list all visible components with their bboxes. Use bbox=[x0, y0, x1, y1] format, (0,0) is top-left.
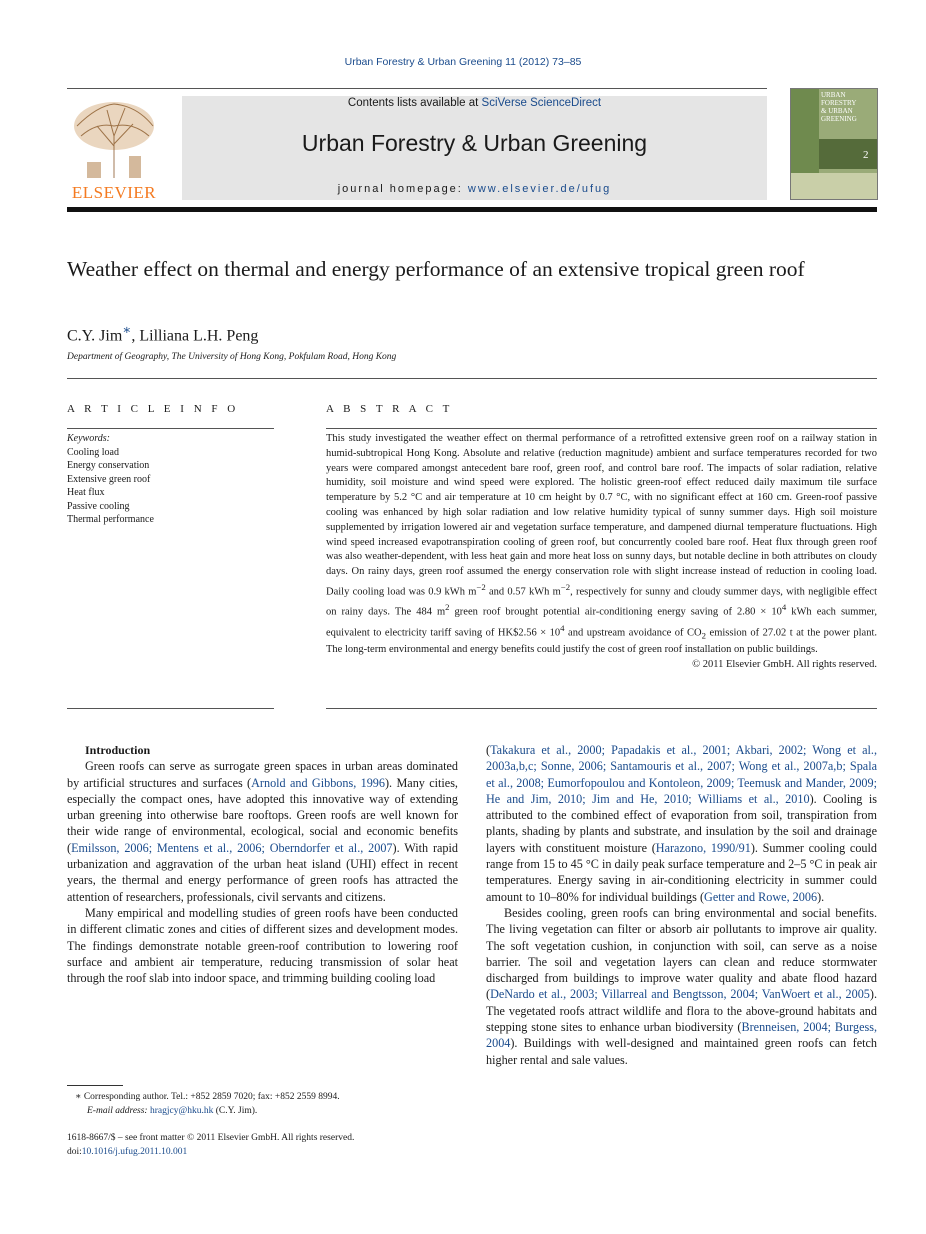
abstract-heading: A B S T R A C T bbox=[326, 403, 453, 415]
abstract-segment: , respectively for sunny and cloudy summer days, with negligible effect on rainy days. The 484 m bbox=[326, 586, 878, 618]
email-link[interactable]: hragjcy@hku.hk bbox=[149, 1106, 214, 1116]
text-segment: Green roofs can serve as surrogate green spaces in urban areas dominated by artificial structures and surfaces ( bbox=[67, 759, 458, 790]
issn-line: 1618-8667/$ – see front matter © 2011 Elsevier GmbH. All rights reserved. bbox=[67, 1133, 355, 1143]
text-segment: Besides cooling, green roofs can bring environmental and social benefits. The living vegetation can filter or absorb air pollutants to improve air quality. The soft vegetation cushion, in conjunction with soil, can serve as a noise barrier. The soil and vegetation layers can clean and reduce stormwater discharged from buildings to improve water quality and abate flood hazard ( bbox=[486, 905, 877, 1002]
header-bottom-rule bbox=[67, 207, 877, 212]
text-segment: ). The vegetated roofs attract wildlife and flora to the above-ground habitats and stepping stone sites to enhance urban biodiversity ( bbox=[486, 987, 877, 1035]
article-info-rule bbox=[67, 428, 274, 429]
abstract-body bbox=[326, 432, 877, 658]
body-paragraph bbox=[486, 742, 877, 905]
text-segment: ( bbox=[486, 743, 491, 757]
homepage-prefix: journal homepage: bbox=[337, 183, 468, 195]
journal-cover-thumbnail[interactable] bbox=[790, 88, 878, 200]
author-separator: , bbox=[131, 327, 140, 345]
abstract-segment: kWh each summer, equivalent to electricity tariff saving of HK$2.56 × 10 bbox=[326, 606, 877, 639]
abstract-text bbox=[326, 432, 877, 673]
citation-link[interactable]: Getter and Rowe, 2006 bbox=[704, 889, 818, 904]
journal-title: Urban Forestry & Urban Greening bbox=[301, 130, 648, 156]
footnote bbox=[67, 1090, 458, 1118]
abstract-superscript: −2 bbox=[476, 581, 486, 592]
affiliation: Department of Geography, The University of Hong Kong, Pokfulam Road, Hong Kong bbox=[67, 352, 397, 362]
doi-link[interactable]: 10.1016/j.ufug.2011.10.001 bbox=[81, 1147, 188, 1157]
keyword-item: Passive cooling bbox=[67, 500, 130, 512]
cover-title-line: FORESTRY bbox=[821, 99, 857, 107]
keyword-item: Extensive green roof bbox=[67, 473, 151, 485]
cover-title bbox=[821, 91, 857, 123]
article-info-heading: A R T I C L E I N F O bbox=[67, 403, 239, 415]
abstract-segment: and upstream avoidance of CO bbox=[564, 627, 702, 639]
keyword-item: Heat flux bbox=[67, 487, 105, 498]
abstract-subscript: 2 bbox=[701, 630, 707, 641]
abstract-superscript: 4 bbox=[560, 622, 565, 633]
authors bbox=[67, 322, 258, 345]
front-matter-note bbox=[67, 1131, 458, 1159]
abstract-bottom-rule bbox=[326, 708, 877, 709]
keyword-item: Energy conservation bbox=[67, 460, 150, 471]
keyword-item: Thermal performance bbox=[67, 514, 154, 525]
footnote-text: Corresponding author. Tel.: +852 2859 7020; fax: +852 2559 8994. bbox=[81, 1092, 340, 1102]
text-segment: ). Buildings with well-designed and maintained green roofs can fetch higher rental and sale values. bbox=[486, 1036, 877, 1067]
contents-prefix: Contents lists available at bbox=[347, 97, 482, 109]
corresponding-author-note bbox=[67, 1090, 458, 1104]
text-segment: ). Summer cooling could range from 15 to 45 °C in daily peak surface temperature and 2–5 °C in peak air temperatures. Energy saving in air-conditioning electricity in summer could amount to 10–80% for individual buildings ( bbox=[486, 840, 877, 904]
elsevier-logo[interactable] bbox=[67, 96, 161, 200]
body-paragraph: Many empirical and modelling studies of green roofs have been conducted in different climatic zones and cities of different sizes and development modes. The findings demonstrate notable green-roof contribution to lowering roof surface and ambient air temperature, reducing transmission of solar heat through the roof slab into indoor space, and trimming building cooling load bbox=[67, 905, 458, 986]
text-segment: ). Many cities, especially the compact ones, have adopted this innovative way of extending urban greening into otherwise bare rooftops. Green roofs are well known for their wide range of environmental, ecological, social and economic benefits ( bbox=[67, 775, 458, 855]
keywords-label: Keywords: bbox=[67, 433, 110, 444]
article-info-bottom-rule bbox=[67, 708, 274, 709]
sciencedirect-link[interactable]: SciVerse ScienceDirect bbox=[481, 97, 602, 109]
text-segment: ). Cooling is attributed to the combined effect of evaporation from soil, transpiration from plants, shading by plants and substrate, and insulation by the soil and drainage layers with constituent moisture ( bbox=[486, 791, 877, 855]
journal-homepage bbox=[182, 183, 767, 195]
abstract-copyright: © 2011 Elsevier GmbH. All rights reserved. bbox=[692, 658, 877, 670]
body-right-column bbox=[486, 742, 877, 1068]
cover-title-line: URBAN bbox=[821, 91, 846, 99]
abstract-segment: and 0.57 kWh m bbox=[485, 586, 561, 598]
header-top-rule bbox=[67, 88, 767, 89]
citation-link[interactable]: Brenneisen, 2004; Burgess, 2004 bbox=[486, 1020, 878, 1051]
footnote-rule bbox=[67, 1085, 123, 1086]
email-suffix: (C.Y. Jim). bbox=[213, 1106, 258, 1116]
elsevier-tree-icon bbox=[67, 96, 161, 180]
email-note bbox=[67, 1104, 458, 1118]
journal-reference[interactable]: Urban Forestry & Urban Greening 11 (2012) 73–85 bbox=[344, 56, 582, 68]
body-paragraph bbox=[67, 758, 458, 905]
cover-title-line: GREENING bbox=[821, 115, 857, 123]
abstract-rule bbox=[326, 428, 877, 429]
elsevier-wordmark: ELSEVIER bbox=[71, 183, 157, 202]
citation-link[interactable]: Arnold and Gibbons, 1996 bbox=[251, 775, 385, 790]
footnote-mark: ∗ bbox=[75, 1092, 82, 1102]
homepage-link[interactable]: www.elsevier.de/ufug bbox=[467, 183, 612, 195]
body-paragraph bbox=[486, 905, 877, 1068]
abstract-segment: This study investigated the weather effect on thermal performance of a retrofitted extensive green roof on a railway station in humid-subtropical Hong Kong. Absolute and relative (reduction magnitude) ambient and surface temperatures recorded for two years were compared amongst antecedent bare roof, green roof, and control bare roof. The impacts of solar radiation, relative humidity, soil moisture and wind speed were explored. The holistic green-roof effect reduced daily maximum tile surface temperature by 5.2 °C and air temperature at 10 cm height by 0.7 °C, with no significant effect at 160 cm. Green-roof passive cooling was enhanced by high solar radiation and low relative humidity typical of sunny summer days. High soil moisture supplemented by irrigation lowered air and vegetation surface temperature, and dampened diurnal temperature fluctuations. High wind speed increased evapotranspiration cooling of green roof, but concurrently cooled bare roof. Heat flux through green roof was also weather-dependent, with less heat gain and more heat loss on sunny days, but notable decline in both attributes on cloudy days. On rainy days, green roof assumed the energy conservation role with slight increase instead of reduction in cooling load. Daily cooling load was 0.9 kWh m bbox=[326, 433, 877, 598]
keywords-block bbox=[67, 432, 274, 527]
article-title: Weather effect on thermal and energy performance of an extensive tropical green roof bbox=[67, 257, 805, 281]
cover-issue-number: 2 bbox=[863, 149, 869, 161]
citation-link[interactable]: DeNardo et al., 2003; Villarreal and Bengtsson, 2004; VanWoert et al., 2005 bbox=[490, 987, 870, 1002]
doi-label: doi: bbox=[67, 1147, 82, 1157]
abstract-segment: emission of 27.02 t at the power plant. The long-term environmental and energy benefits could justify the cost of green roof installation on public buildings. bbox=[326, 627, 878, 655]
citation-link[interactable]: Harazono, 1990/91 bbox=[655, 840, 751, 855]
body-left-column bbox=[67, 742, 458, 986]
title-rule bbox=[67, 378, 877, 379]
cover-title-line: & URBAN bbox=[821, 107, 853, 115]
doi-line bbox=[67, 1145, 458, 1159]
abstract-superscript: −2 bbox=[560, 581, 571, 592]
abstract-superscript: 2 bbox=[445, 602, 450, 613]
corresponding-author-mark[interactable]: ∗ bbox=[122, 322, 132, 337]
abstract-segment: green roof brought potential air-conditioning energy saving of 2.80 × 10 bbox=[449, 606, 782, 618]
keyword-item: Cooling load bbox=[67, 446, 119, 458]
citation-link[interactable]: Takakura et al., 2000; Papadakis et al., 2001; Akbari, 2002; Wong et al., 2003a,b,c; Sonne, 2006; Santamouris et al., 2007; Wong et al., 2007a,b; Spala et al., 2008; Eumorfopoulou and Kontoleon, 2009; Teemusk and Mander, 2009; He and Jim, 2010; Jim and He, 2010; Williams et al., 2010 bbox=[486, 743, 877, 806]
contents-line bbox=[182, 97, 767, 109]
abstract-superscript: 4 bbox=[781, 602, 787, 613]
text-segment: ). bbox=[817, 889, 825, 904]
introduction-heading: Introduction bbox=[85, 743, 151, 757]
author-jim: C.Y. Jim bbox=[67, 327, 123, 345]
citation-link[interactable]: Emilsson, 2006; Mentens et al., 2006; Oberndorfer et al., 2007 bbox=[71, 840, 393, 855]
text-segment: ). With rapid urbanization and aggravation of the urban heat island (UHI) effect in recent years, the thermal and energy performance of green roofs has attracted the attention of researchers, professionals, civil servants and citizens. bbox=[67, 840, 459, 904]
author-peng: Lilliana L.H. Peng bbox=[139, 327, 259, 345]
email-label: E-mail address: bbox=[87, 1106, 150, 1116]
